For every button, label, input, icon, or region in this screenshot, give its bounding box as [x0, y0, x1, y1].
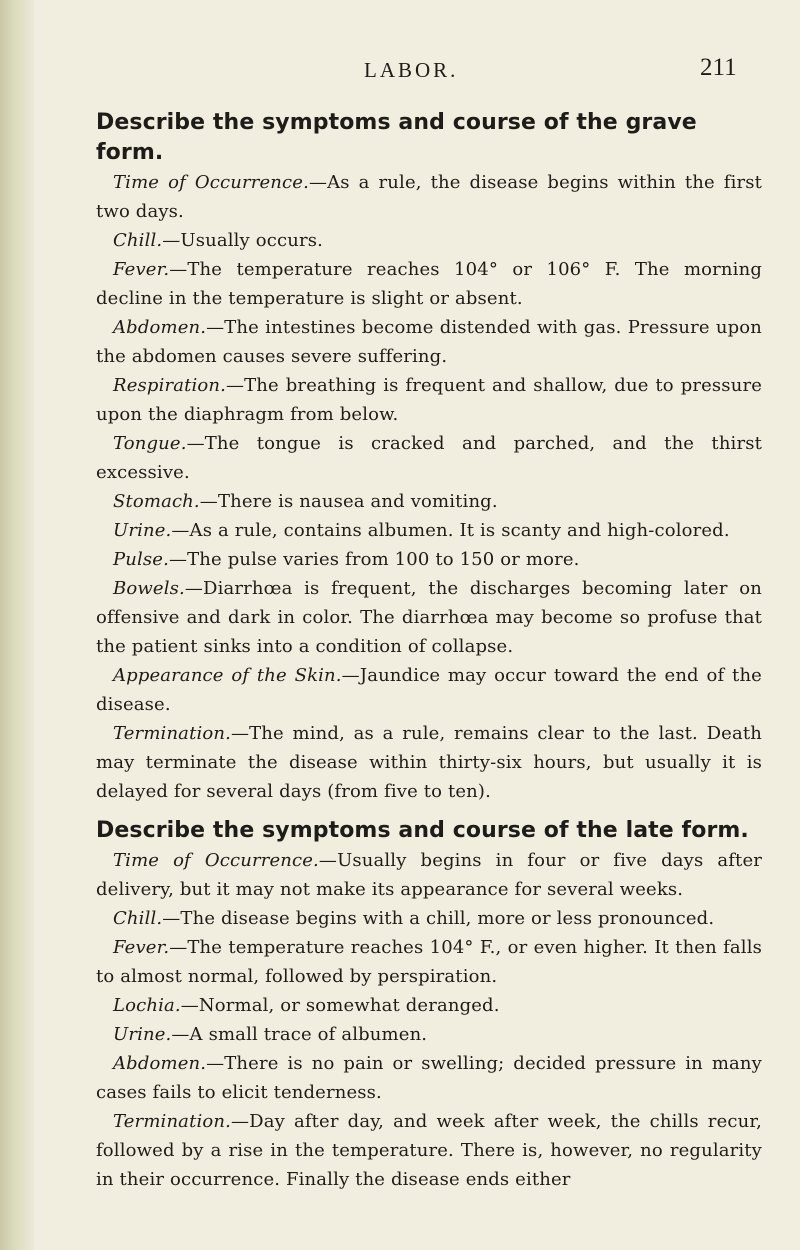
entry-time-of-occurrence [96, 846, 762, 904]
entry-term: Termination. [113, 723, 231, 744]
entry-termination [96, 1107, 762, 1194]
entry-term: Lochia. [113, 995, 181, 1016]
entry-text: —The pulse varies from 100 to 150 or more. [168, 549, 580, 570]
section-heading: Describe the symptoms and course of the grave form. [96, 110, 697, 165]
entry-chill [96, 226, 762, 255]
entry-text: —The breathing is frequent and shallow, due to pressure upon the diaphragm from below. [96, 375, 762, 425]
page-spine-shadow [0, 0, 34, 1250]
entry-term: Termination. [113, 1111, 231, 1132]
entry-term: Stomach. [113, 491, 200, 512]
entry-bowels [96, 574, 762, 661]
entry-term: Tongue. [113, 433, 187, 454]
entry-text: —Usually begins in four or five days after delivery, but it may not make its appearance for several weeks. [96, 850, 762, 900]
entry-term: Appearance of the Skin. [113, 665, 342, 686]
entry-text: —There is no pain or swelling; decided pressure in many cases fails to elicit tenderness. [96, 1053, 762, 1103]
entry-term: Urine. [113, 1024, 172, 1045]
entry-appearance-of-skin [96, 661, 762, 719]
section-late-form [96, 816, 762, 1194]
entry-lochia [96, 991, 762, 1020]
entry-term: Respiration. [113, 375, 226, 396]
entry-urine [96, 516, 762, 545]
entry-termination [96, 719, 762, 806]
section-grave-form [96, 108, 762, 806]
page-body [96, 108, 762, 1194]
entry-text: —There is nausea and vomiting. [199, 491, 498, 512]
entry-term: Abdomen. [113, 1053, 207, 1074]
entry-text: —A small trace of albumen. [171, 1024, 428, 1045]
entry-urine [96, 1020, 762, 1049]
entry-time-of-occurrence [96, 168, 762, 226]
entry-term: Urine. [113, 520, 172, 541]
entry-term: Fever. [113, 937, 170, 958]
entry-text: —The disease begins with a chill, more or less pronounced. [162, 908, 715, 929]
entry-chill [96, 904, 762, 933]
page-header [0, 54, 800, 88]
page-number: 211 [700, 54, 737, 81]
entry-text: —As a rule, contains albumen. It is scanty and high-colored. [171, 520, 730, 541]
entry-text: —The temperature reaches 104° F., or even higher. It then falls to almost normal, followed by perspiration. [96, 937, 762, 987]
entry-term: Chill. [113, 908, 163, 929]
entry-text: —Day after day, and week after week, the chills recur, followed by a rise in the temperature. There is, however, no regularity in their occurrence. Finally the disease ends either [96, 1111, 762, 1190]
entry-term: Time of Occurrence. [113, 172, 309, 193]
entry-text: —Normal, or somewhat deranged. [180, 995, 500, 1016]
entry-text: —The mind, as a rule, remains clear to the last. Death may terminate the disease within thirty-six hours, but usually it is delayed for several days (from five to ten). [96, 723, 762, 802]
entry-term: Bowels. [113, 578, 185, 599]
entry-text: —Diarrhœa is frequent, the discharges becoming later on offensive and dark in color. The diarrhœa may become so profuse that the patient sinks into a condition of collapse. [96, 578, 762, 657]
entry-text: —The intestines become distended with gas. Pressure upon the abdomen causes severe suffering. [96, 317, 762, 367]
entry-tongue [96, 429, 762, 487]
section-heading: Describe the symptoms and course of the late form. [96, 818, 749, 843]
entry-text: —Usually occurs. [162, 230, 323, 251]
entry-respiration [96, 371, 762, 429]
entry-term: Fever. [113, 259, 170, 280]
entry-text: —Jaundice may occur toward the end of the disease. [96, 665, 762, 715]
entry-pulse [96, 545, 762, 574]
entry-term: Abdomen. [113, 317, 207, 338]
entry-text: —The temperature reaches 104° or 106° F. The morning decline in the temperature is slight or absent. [96, 259, 762, 309]
entry-abdomen [96, 313, 762, 371]
entry-text: —The tongue is cracked and parched, and the thirst excessive. [96, 433, 762, 483]
entry-fever [96, 933, 762, 991]
entry-text: —As a rule, the disease begins within the first two days. [96, 172, 763, 222]
entry-term: Chill. [113, 230, 163, 251]
running-title: LABOR. [364, 58, 459, 82]
entry-term: Pulse. [113, 549, 169, 570]
entry-abdomen [96, 1049, 762, 1107]
entry-fever [96, 255, 762, 313]
entry-stomach [96, 487, 762, 516]
entry-term: Time of Occurrence. [113, 850, 319, 871]
